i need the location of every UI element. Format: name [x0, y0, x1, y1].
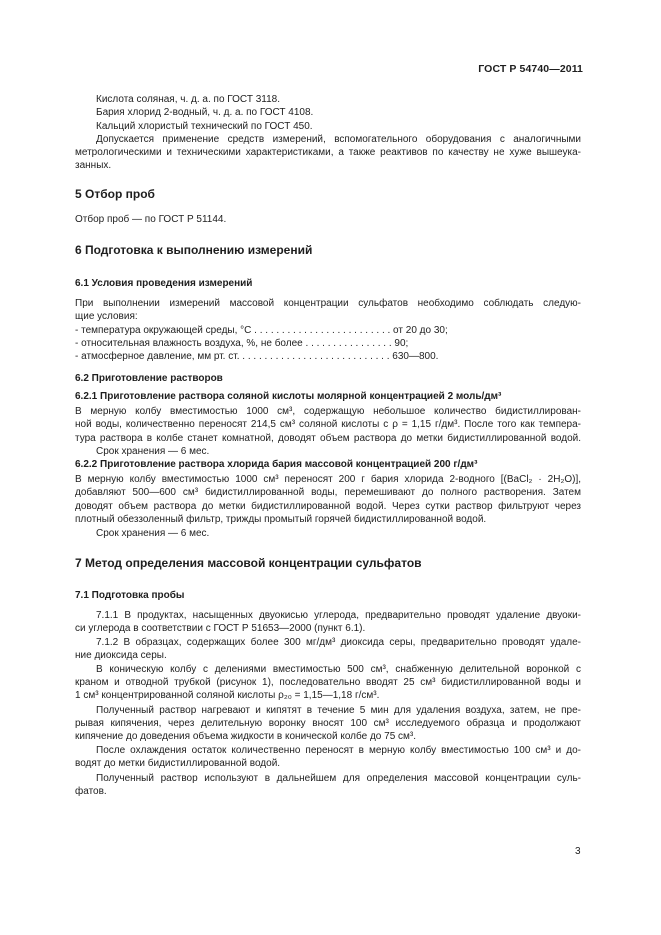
- text-line: си углерода в соответствии с ГОСТ Р 51653—2000 (пункт 6.1).: [75, 623, 366, 634]
- page-number: 3: [575, 846, 581, 857]
- subsection-heading-7-1: 7.1 Подготовка пробы: [75, 590, 185, 601]
- text-line: Допускается применение средств измерений, вспомогательного оборудования с аналогичными: [96, 134, 581, 145]
- text-line: добавляют 500—600 см³ бидистиллированной воды, перемешивают до полного растворения. Затем: [75, 487, 581, 498]
- text-line: Срок хранения — 6 мес.: [96, 446, 210, 457]
- section-heading-6: 6 Подготовка к выполнению измерений: [75, 243, 313, 257]
- subsection-heading-6-2-1: 6.2.1 Приготовление раствора соляной кислоты молярной концентрацией 2 моль/дм³: [75, 391, 502, 402]
- text-line: В коническую колбу с делениями вместимостью 500 см³, снабженную делительной воронкой с: [96, 664, 581, 675]
- text-line: 7.1.2 В образцах, содержащих более 300 мг/дм³ диоксида серы, предварительно проводят удале-: [96, 637, 581, 648]
- list-item: - относительная влажность воздуха, %, не более . . . . . . . . . . . . . . . . 90;: [75, 338, 409, 349]
- text-line: Кальций хлористый технический по ГОСТ 450.: [96, 121, 313, 132]
- subsection-heading-6-2: 6.2 Приготовление растворов: [75, 373, 223, 384]
- text-line: Отбор проб — по ГОСТ Р 51144.: [75, 214, 227, 225]
- text-line: метрологическими и техническими характеристиками, а также реактивов по качеству не хуже вышеука-: [75, 147, 581, 158]
- text-line: кипячение до доведения объема жидкости в конической колбе до 75 см³.: [75, 731, 417, 742]
- text-line: Кислота соляная, ч. д. а. по ГОСТ 3118.: [96, 94, 280, 105]
- text-line: щие условия:: [75, 311, 138, 322]
- text-line: фатов.: [75, 786, 107, 797]
- subsection-heading-6-2-2: 6.2.2 Приготовление раствора хлорида бария массовой концентрацией 200 г/дм³: [75, 459, 478, 470]
- text-line: Срок хранения — 6 мес.: [96, 528, 210, 539]
- text-line: доводят объем раствора до метки бидистиллированной водой. Через сутки раствор фильтруют через: [75, 501, 581, 512]
- document-header: ГОСТ Р 54740—2011: [478, 63, 583, 75]
- section-heading-7: 7 Метод определения массовой концентрации сульфатов: [75, 556, 422, 570]
- text-line: ной воды, количественно переносят 214,5 см³ соляной кислоты с ρ = 1,15 г/дм³. После того как темпера-: [75, 419, 581, 430]
- text-line: 1 см³ концентрированной соляной кислоты ρ₂₀ = 1,15—1,18 г/см³.: [75, 690, 380, 701]
- section-heading-5: 5 Отбор проб: [75, 187, 155, 201]
- subsection-heading-6-1: 6.1 Условия проведения измерений: [75, 278, 253, 289]
- text-line: занных.: [75, 160, 112, 171]
- text-line: Полученный раствор используют в дальнейшем для определения массовой концентрации суль-: [96, 773, 581, 784]
- list-item: - температура окружающей среды, °С . . . . . . . . . . . . . . . . . . . . . . . . . от 20 до 30;: [75, 325, 448, 336]
- text-line: ние диоксида серы.: [75, 650, 167, 661]
- text-line: 7.1.1 В продуктах, насыщенных двуокисью углерода, предварительно проводят удаление двуоки-: [96, 610, 581, 621]
- text-line: Бария хлорид 2-водный, ч. д. а. по ГОСТ 4108.: [96, 107, 314, 118]
- text-line: краном и отводной трубкой (рисунок 1), последовательно вводят 25 см³ бидистиллированной воды и: [75, 677, 581, 688]
- text-line: В мерную колбу вместимостью 1000 см³ переносят 200 г бария хлорида 2-водного [(BaCl₂ · 2H₂O)],: [75, 474, 581, 485]
- text-line: Полученный раствор нагревают и кипятят в течение 5 мин для удаления воздуха, затем, не пре-: [96, 705, 581, 716]
- text-line: тура раствора в колбе станет комнатной, доводят объем раствора до метки бидистиллированной водой.: [75, 433, 581, 444]
- text-line: При выполнении измерений массовой концентрации сульфатов необходимо соблюдать следую-: [75, 298, 581, 309]
- text-line: плотный обеззоленный фильтр, трижды промытый горячей бидистиллированной водой.: [75, 514, 487, 525]
- text-line: После охлаждения остаток количественно переносят в мерную колбу вместимостью 100 см³ и до-: [96, 745, 581, 756]
- text-line: рывая кипячения, через делительную воронку вносят 100 см³ исследуемого образца и продолжают: [75, 718, 581, 729]
- text-line: В мерную колбу вместимостью 1000 см³, содержащую небольшое количество бидистиллирован-: [75, 406, 581, 417]
- list-item: - атмосферное давление, мм рт. ст. . . . . . . . . . . . . . . . . . . . . . . . . . . . 630—800.: [75, 351, 439, 362]
- text-line: водят до метки бидистиллированной водой.: [75, 758, 281, 769]
